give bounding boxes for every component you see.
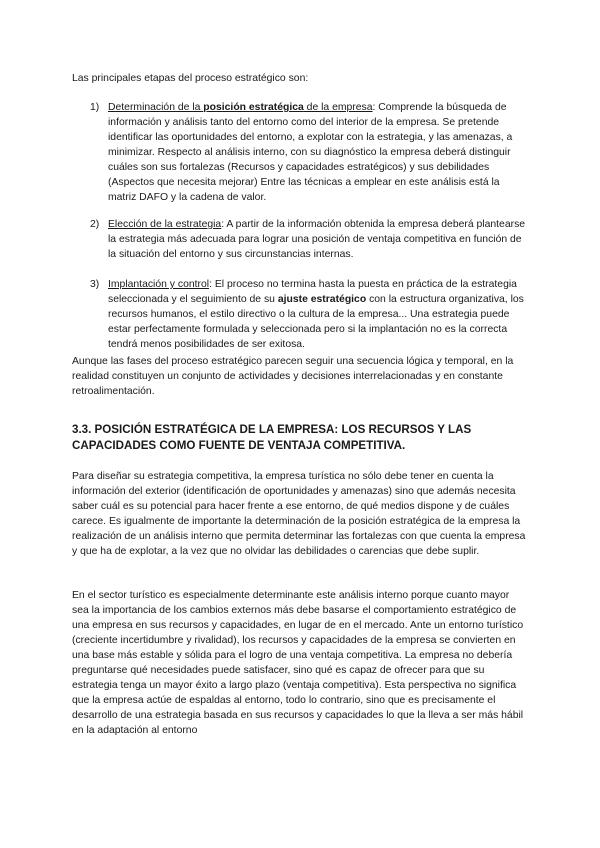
body-paragraph-1: Para diseñar su estrategia competitiva, la empresa turística no sólo debe tener en cuenta la información del exterior (identificación de oportunidades y amenazas) sino que además necesita saber cuál es su potencial para hacer frente a ese entorno, de qué medios dispone y de cuáles carece. Es igualmente de importante la determinación de la posición estratégica de la empresa la realización de un análisis interno que permita determinar las fortalezas con que cuenta la empresa y que ha de explotar, a la vez que no olvidar las debilidades o carencias que debe suplir. [72, 471, 526, 557]
item-title-bold: posición estratégica [203, 102, 304, 113]
item-text: : A partir de la información obtenida la empresa deberá plantearse la estrategia más adecuada para lograr una posición de ventaja competitiva en función de la situación del entorno y sus circunstancias internas. [108, 219, 526, 260]
item-text-post: con la estructura organizativa, los recursos humanos, el estilo directivo o la cultura de la empresa... Una estrategia puede estar perfectamente formulada y seleccionada pero si la implantación no es la correcta tendrá menos posibilidades de ser exitosa. [108, 294, 524, 350]
list-item-body [108, 100, 530, 205]
list-item-body [108, 277, 530, 352]
item-text-pre: : El proceso no termina hasta la puesta en práctica de la estrategia seleccionada y el seguimiento de su [108, 279, 517, 305]
body-paragraph-2: En el sector turístico es especialmente determinante este análisis interno porque cuanto mayor sea la importancia de los cambios externos más debe basarse el comportamiento estratégico de una empresa en sus recursos y capacidades, en lugar de en el mercado. Ante un entorno turístico (creciente incertidumbre y rivalidad), los recursos y capacidades de la empresa se convierten en una base más estable y sólida para el logro de una ventaja competitiva. La empresa no debería preguntarse qué necesidades puede satisfacer, sino qué es capaz de ofrecer para que su estrategia tenga un mayor éxito a largo plazo (ventaja competitiva). Esta perspectiva no significa que la empresa actúe de espaldas al entorno, todo lo contrario, sino que es precisamente el desarrollo de una estrategia basada en sus recursos y capacidades lo que la lleva a ser más hábil en la adaptación al entorno [72, 590, 524, 736]
list-item-1 [90, 100, 530, 205]
summary-paragraph: Aunque las fases del proceso estratégico parecen seguir una secuencia lógica y temporal, en la realidad constituyen un conjunto de actividades y decisiones interrelacionadas y en constante retroalimentación. [72, 356, 514, 397]
list-item-2 [90, 217, 530, 262]
list-item-body [108, 217, 530, 262]
section-heading: 3.3. POSICIÓN ESTRATÉGICA DE LA EMPRESA: LOS RECURSOS Y LAS CAPACIDADES COMO FUENTE DE VENTAJA COMPETITIVA. [72, 423, 472, 452]
item-title-post: de la empresa [303, 102, 373, 113]
item-title: Implantación y control [108, 279, 210, 290]
item-title: Elección de la estrategia [108, 219, 222, 230]
item-text-bold: ajuste estratégico [277, 294, 367, 305]
list-number: 2) [90, 219, 100, 230]
item-text: : Comprende la búsqueda de información y análisis tanto del entorno como del interior de la empresa. Se pretende identificar las oportunidades del entorno, a explotar con la estrategia, y las amenazas, a minimizar. Respecto al análisis interno, con su diagnóstico la empresa deberá distinguir cuáles son sus fortalezas (Recursos y capacidades estratégicos) y sus debilidades (Aspectos que necesita mejorar) Entre las técnicas a emplear en este análisis está la matriz DAFO y la cadena de valor. [108, 102, 513, 203]
intro-text: Las principales etapas del proceso estratégico son: [72, 73, 309, 84]
list-number: 3) [90, 279, 100, 290]
list-item-3 [90, 277, 530, 352]
item-title [108, 102, 373, 113]
list-number: 1) [90, 102, 100, 113]
item-title-pre: Determinación de la [108, 102, 204, 113]
